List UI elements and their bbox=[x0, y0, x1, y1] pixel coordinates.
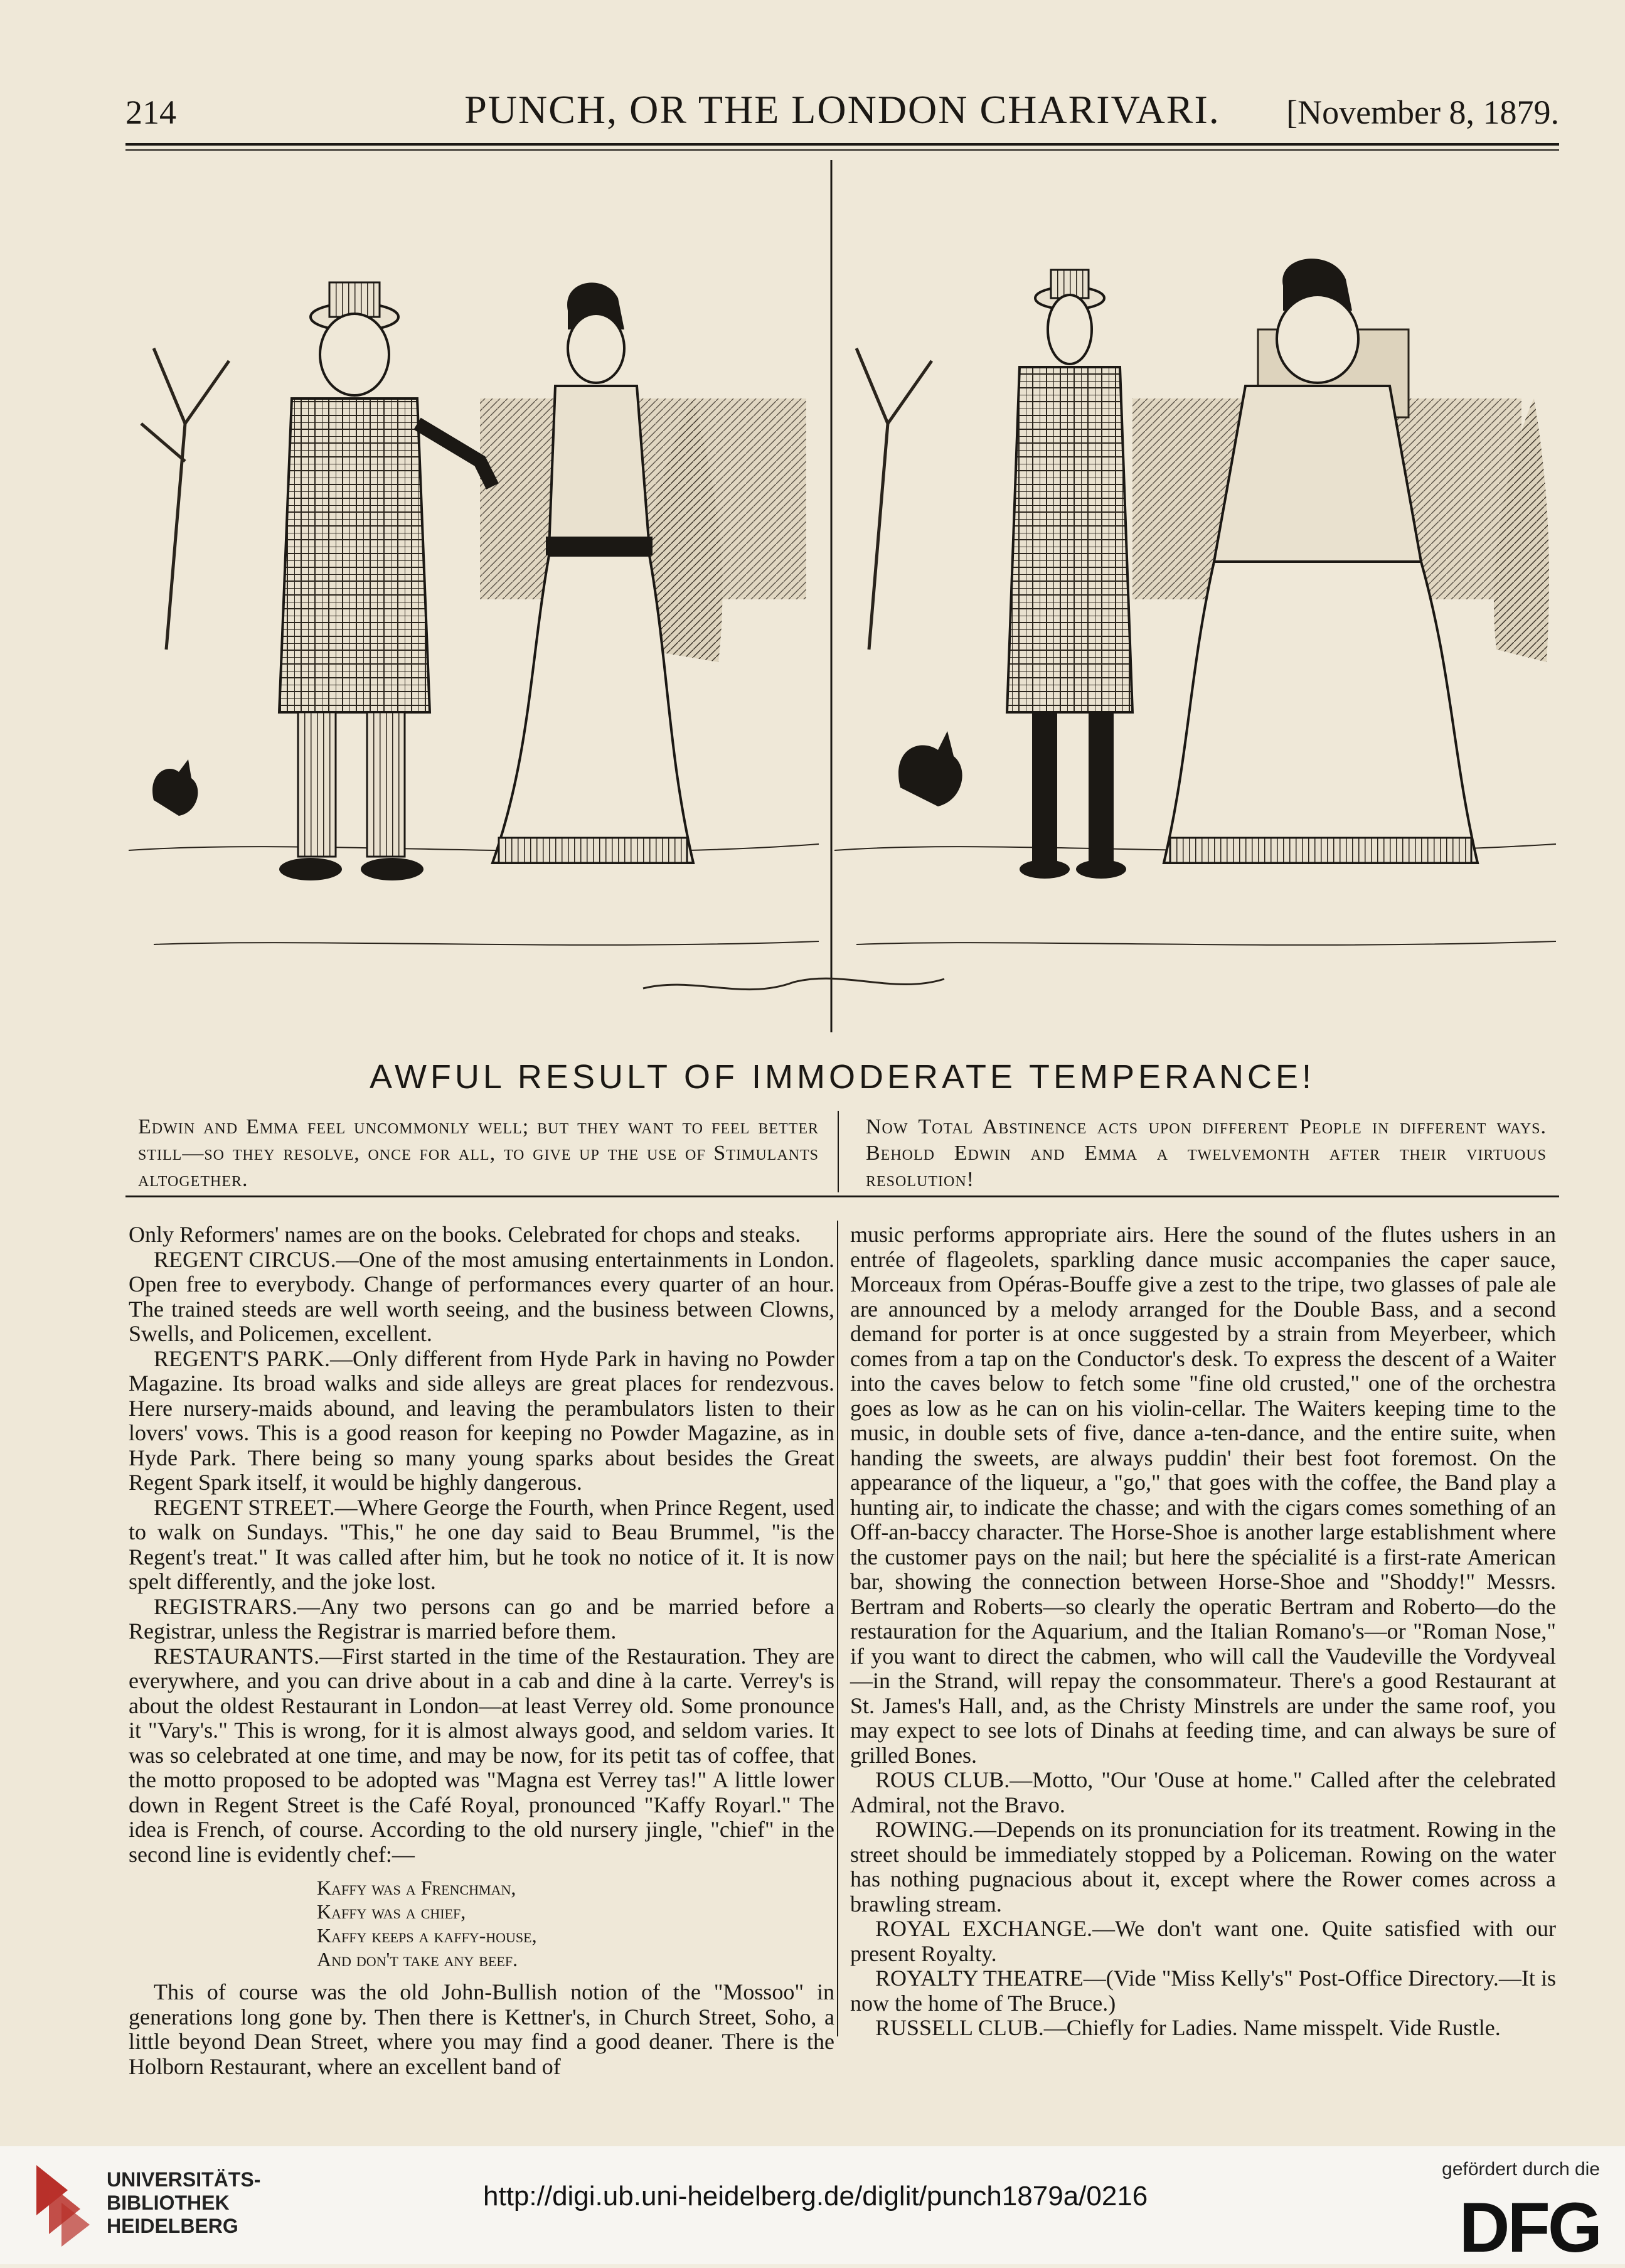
dfg-logo: DFG bbox=[1459, 2188, 1600, 2267]
section-rule bbox=[125, 1196, 1559, 1197]
paragraph: This of course was the old John-Bullish notion of the "Mossoo" in generations long gone by. Then there is Kettner's, in Church Street, Soho, a little beyond Dean Street, where you may find a good deaner. There is the Holborn Restaurant, where an excellent band of bbox=[129, 1979, 834, 2079]
text-column-left bbox=[129, 1222, 834, 2079]
page-number: 214 bbox=[125, 94, 176, 131]
paragraph: music performs appropriate airs. Here the sound of the flutes ushers in an entrée of flageolets, sparkling dance music accompanies the caper sauce, Morceaux from Opéras-Bouffe give a zest to the tripe, two glasses of pale ale are announced by a melody arranged for the Double Bass, and a second demand for porter is at once suggested by a strain from Meyerbeer, which comes from a tap on the Conductor's desk. To express the descent of a Waiter into the caves below to fetch some "fine old crusted," one of the orchestra goes as low as he can on his violin-cellar. The Waiters keeping time to the music, in double sets of five, dance a-ten-dance, and the entire suite, when handing the sweets, are always puddin' their best foot foremost. On the appearance of the liqueur, a "go," that goes with the coffee, the Band play a hunting air, to indicate the chasse; and with the cigars comes something of an Off-an-baccy character. The Horse-Shoe is another large establishment where the customer pays on the nail; but here the spécialité is a first-rate American bar, showing the connection between Horse-Shoe and "Shoddy!" Messrs. Bertram and Roberts—so clearly the operatic Bertram and Roberto—do the restauration for the Aquarium, and the Italian Romano's—or "Roman Nose," if you want to direct the cabmen, who will call the Vaudeville the Vordyveal—in the Strand, will repay the consommateur. There's a good Restaurant at St. James's Hall, and, as the Christy Minstrels are under the same roof, you may expect to see lots of Dinahs at feeding time, and can always be sure of grilled Bones. bbox=[850, 1222, 1556, 1768]
sponsor-label: gefördert durch die bbox=[1442, 2159, 1600, 2180]
header-rule-thin bbox=[125, 149, 1559, 151]
paragraph: REGENT'S PARK.—Only different from Hyde Park in having no Powder Magazine. Its broad walks and side alleys are great places for rendezvous. Here nursery-maids abound, and leaving the perambulators listen to their lovers' vows. This is a good reason for keeping no Powder Magazine, as in Hyde Park. There being so many young sparks about besides the Great Regent Spark itself, it would be highly dangerous. bbox=[129, 1345, 834, 1495]
paragraph: REGISTRARS.—Any two persons can go and be married before a Registrar, unless the Registrar is married before them. bbox=[129, 1593, 834, 1644]
paragraph: ROYAL EXCHANGE.—We don't want one. Quite satisfied with our present Royalty. bbox=[850, 1916, 1556, 1966]
paragraph: REGENT STREET.—Where George the Fourth, when Prince Regent, used to walk on Sundays. "This," he one day said to Beau Brummel, "is the Regent's treat." It was called after him, but he took no notice of it. It is now spelt differently, and the joke lost. bbox=[129, 1494, 834, 1594]
university-library-name bbox=[107, 2168, 260, 2238]
paragraph: RUSSELL CLUB.—Chiefly for Ladies. Name misspelt. Vide Rustle. bbox=[875, 2015, 1501, 2040]
nursery-rhyme bbox=[129, 1876, 834, 1971]
institution-line: UNIVERSITÄTS- bbox=[107, 2168, 261, 2191]
right-panel bbox=[834, 259, 1556, 945]
column-divider bbox=[837, 1221, 838, 2036]
paragraph: RESTAURANTS.—First started in the time of the Restauration. They are everywhere, and you can drive about in a cab and dine à la carte. Verrey's is about the oldest Restaurant in London—at least Verrey old. Some pronounce it "Vary's." This is wrong, for it is almost always good, and seldom varies. It was so celebrated at one time, and may be now, for its petit tas of coffee, that the motto proposed to be adopted was "Magna est Verrey tas!" A little lower down in Regent Street is the Café Royal, pronounced "Kaffy Royarl." The idea is French, of course. According to the old nursery jingle, "chief" in the second line is evidently chef:— bbox=[129, 1643, 834, 1867]
paragraph: ROUS CLUB.—Motto, "Our 'Ouse at home." Called after the celebrated Admiral, not the Bravo. bbox=[850, 1767, 1556, 1817]
paragraph: Only Reformers' names are on the books. Celebrated for chops and steaks. bbox=[129, 1222, 801, 1247]
paragraph: REGENT CIRCUS.—One of the most amusing entertainments in London. Open free to everybody. Change of performances every quarter of an hour. The trained steeds are well worth seeing, and the business between Clowns, Swells, and Policemen, excellent. bbox=[129, 1246, 834, 1346]
paragraph: ROWING.—Depends on its pronunciation for its treatment. Rowing in the street should be immediately stopped by a Policeman. Rowing on the water has nothing pugnacious about it, except where the Rower comes across a brawling stream. bbox=[850, 1817, 1556, 1917]
cartoon-illustration bbox=[129, 160, 1556, 1032]
institution-line: BIBLIOTHEK bbox=[107, 2191, 230, 2214]
page-header bbox=[125, 80, 1559, 141]
institution-line: HEIDELBERG bbox=[107, 2215, 238, 2237]
poem-line: Kaffy was a Frenchman, bbox=[317, 1876, 516, 1899]
cartoon-drawing bbox=[129, 160, 1556, 1032]
poem-line: Kaffy keeps a kaffy-house, bbox=[317, 1924, 537, 1947]
cartoon-caption-right: Now Total Abstinence acts upon different People in different ways. Behold Edwin and Emma a twelvemonth after their virtuous resolution! bbox=[866, 1115, 1547, 1191]
left-panel bbox=[129, 282, 819, 945]
publication-title: PUNCH, OR THE LONDON CHARIVARI. bbox=[464, 87, 1220, 132]
cartoon-title: AWFUL RESULT OF IMMODERATE TEMPERANCE! bbox=[369, 1058, 1316, 1096]
header-rule bbox=[125, 143, 1559, 146]
paragraph: ROYALTY THEATRE—(Vide "Miss Kelly's" Post-Office Directory.—It is now the home of The Bruce.) bbox=[850, 1966, 1556, 2016]
caption-divider bbox=[838, 1111, 839, 1192]
source-url-link[interactable]: http://digi.ub.uni-heidelberg.de/diglit/punch1879a/0216 bbox=[483, 2181, 1148, 2212]
text-column-right bbox=[850, 1222, 1556, 2041]
university-library-logo-icon bbox=[30, 2153, 93, 2253]
poem-line: Kaffy was a chief, bbox=[317, 1900, 466, 1923]
issue-date: [November 8, 1879. bbox=[1286, 94, 1559, 131]
poem-line: And don't take any beef. bbox=[317, 1948, 518, 1971]
cartoon-caption-left: Edwin and Emma feel uncommonly well; but they want to feel better still—so they resolve, once for all, to give up the use of Stimulants altogether. bbox=[138, 1115, 819, 1191]
